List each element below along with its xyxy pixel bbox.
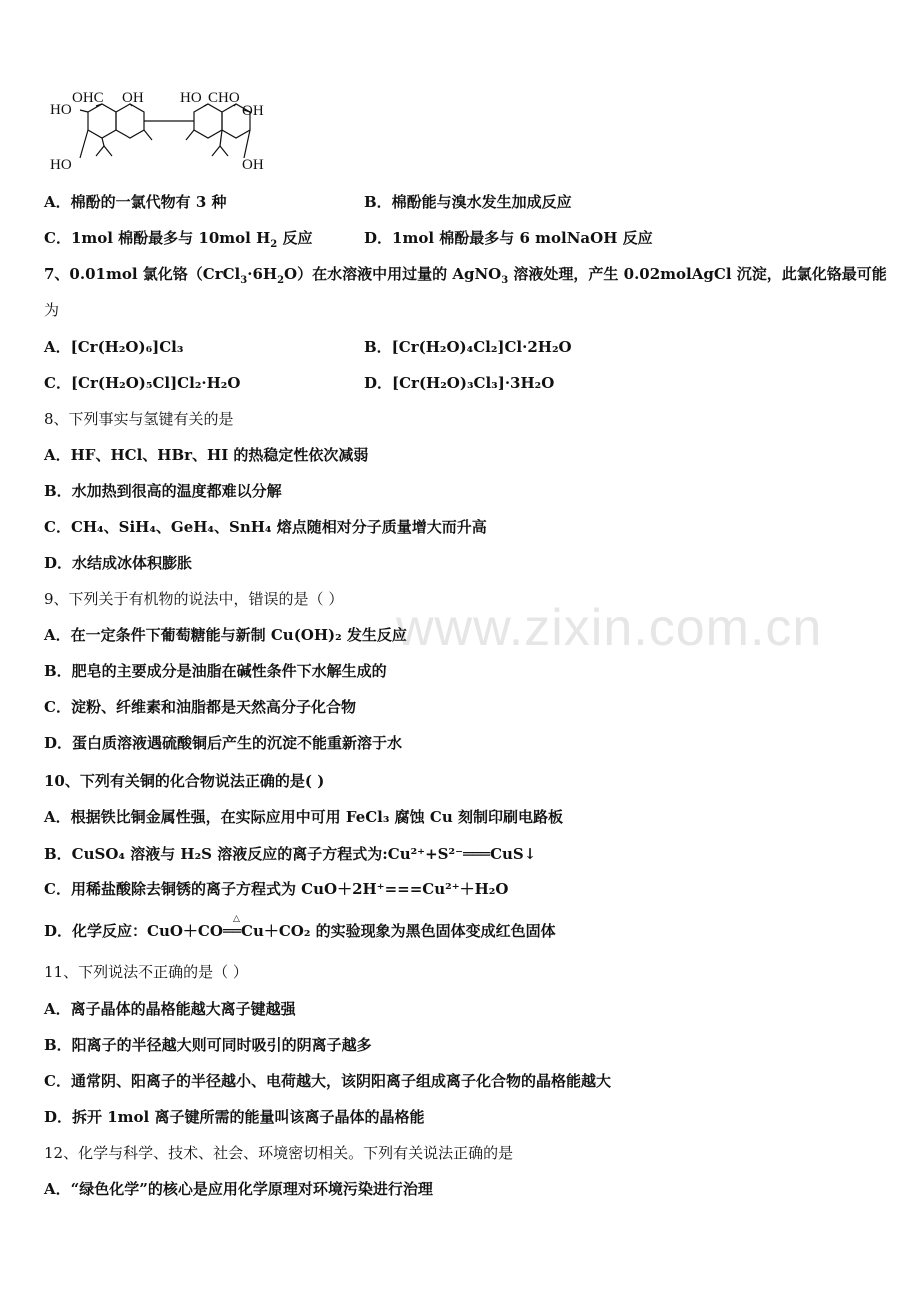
label-ho-left-top: HO <box>50 102 72 118</box>
q11-option-c: C．通常阴、阳离子的半径越小、电荷越大，该阴阳离子组成离子化合物的晶格能越大 <box>44 1072 611 1090</box>
q7-stem: 7、0.01mol 氯化铬$(CrCl_3\cdot 6H_2O)$在水溶液中用过量的 AgNO$_3$ 溶液处理，产生 0.02molAgCl 沉淀，此氯化铬最可能 <box>44 265 887 286</box>
q9-option-d: D．蛋白质溶液遇硫酸铜后产生的沉淀不能重新溶于水 <box>44 734 403 752</box>
q8-stem: 8、下列事实与氢键有关的是 <box>44 410 234 428</box>
q7-option-c: C．[Cr(H₂O)₅Cl]Cl₂·H₂O <box>44 374 241 392</box>
q9-option-b: B．肥皂的主要成分是油脂在碱性条件下水解生成的 <box>44 662 387 680</box>
label-oh-right: OH <box>242 103 264 119</box>
q10-option-a: A．根据铁比铜金属性强，在实际应用中可用 FeCl₃ 腐蚀 Cu 刻制印刷电路板 <box>44 808 563 826</box>
q6-option-a: A．棉酚的一氯代物有 3 种 <box>44 193 227 211</box>
q11-option-d: D．拆开 1mol 离子键所需的能量叫该离子晶体的晶格能 <box>44 1108 425 1126</box>
q7-option-a: A．[Cr(H₂O)₆]Cl₃ <box>44 338 184 356</box>
q10-stem: 10、下列有关铜的化合物说法正确的是( ) <box>44 772 325 790</box>
q9-stem: 9、下列关于有机物的说法中，错误的是（ ） <box>44 590 344 608</box>
watermark: www.zixin.com.cn <box>396 599 823 657</box>
q12-option-a: A．“绿色化学”的核心是应用化学原理对环境污染进行治理 <box>44 1180 433 1198</box>
q12-stem: 12、化学与科学、技术、社会、环境密切相关。下列有关说法正确的是 <box>44 1144 514 1162</box>
ring-4 <box>222 104 250 138</box>
ring-2 <box>116 104 144 138</box>
q6-option-b: B．棉酚能与溴水发生加成反应 <box>364 193 572 211</box>
q11-stem: 11、下列说法不正确的是（ ） <box>44 963 248 981</box>
q7-stem-line2: 为 <box>44 301 60 319</box>
q11-option-b: B．阳离子的半径越大则可同时吸引的阴离子越多 <box>44 1036 372 1054</box>
ring-3 <box>194 104 222 138</box>
q10-option-c: C．用稀盐酸除去铜锈的离子方程式为 CuO＋2H⁺===Cu²⁺＋H₂O <box>44 880 509 898</box>
q6-option-d: D．1mol 棉酚最多与 6 molNaOH 反应 <box>364 229 653 247</box>
q8-option-c: C．CH₄、SiH₄、GeH₄、SnH₄ 熔点随相对分子质量增大而升高 <box>44 518 487 536</box>
ring-1 <box>88 104 116 138</box>
q10-option-b: B．CuSO₄ 溶液与 H₂S 溶液反应的离子方程式为:Cu²⁺+S²⁻═══CuS↓ <box>44 845 537 863</box>
q7-option-b: B．[Cr(H₂O)₄Cl₂]Cl·2H₂O <box>364 338 572 356</box>
q7-option-d: D．[Cr(H₂O)₃Cl₃]·3H₂O <box>364 374 555 392</box>
label-ho-left-bottom: HO <box>50 157 72 173</box>
q10-option-d: D．化学反应：CuO＋CO △ ══Cu＋CO₂ 的实验现象为黑色固体变成红色固体 <box>44 914 556 940</box>
label-oh-right-bottom: OH <box>242 157 264 173</box>
label-ho-right-top: HO <box>180 90 202 106</box>
q9-option-a: A．在一定条件下葡萄糖能与新制 Cu(OH)₂ 发生反应 <box>44 626 407 644</box>
q8-option-b: B．水加热到很高的温度都难以分解 <box>44 482 282 500</box>
q11-option-a: A．离子晶体的晶格能越大离子键越强 <box>44 1000 296 1018</box>
q8-option-a: A．HF、HCl、HBr、HI 的热稳定性依次减弱 <box>44 446 369 464</box>
q8-option-d: D．水结成冰体积膨胀 <box>44 554 193 572</box>
label-ohc: OHC <box>72 90 104 106</box>
gossypol-structure-diagram <box>44 82 280 182</box>
heat-arrow: △ ══ <box>222 914 241 940</box>
q9-option-c: C．淀粉、纤维素和油脂都是天然高分子化合物 <box>44 698 356 716</box>
q6-option-c: C．1mol 棉酚最多与 10mol $H_2$ 反应 <box>44 229 313 250</box>
label-cho: CHO <box>208 90 240 106</box>
label-oh-top: OH <box>122 90 144 106</box>
